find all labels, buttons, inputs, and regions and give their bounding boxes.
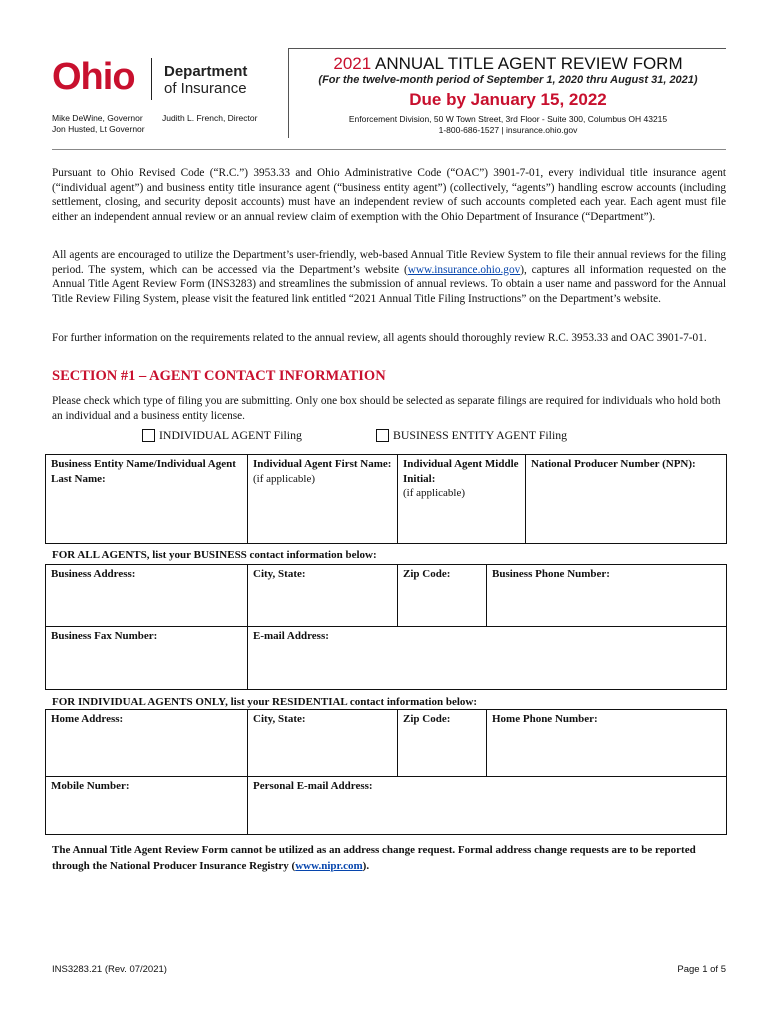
- director-name: Judith L. French, Director: [162, 113, 258, 123]
- system-paragraph-a: All agents are encouraged to utilize the Department’s user-friendly, web-based Annual Title Review System to file their annual reviews for the filing period. The system, which can be accessed via the Department’s website (: [52, 249, 726, 276]
- first-name-field[interactable]: [248, 455, 396, 543]
- first-name-label: Individual Agent First Name:: [253, 458, 392, 470]
- due-date: Due by January 15, 2022: [409, 90, 607, 109]
- middle-initial-label: Individual Agent Middle Initial:: [403, 458, 519, 485]
- business-city-field[interactable]: [248, 565, 396, 626]
- business-address-label: Business Address:: [51, 568, 136, 580]
- department-line2: of Insurance: [164, 80, 247, 97]
- npn-label: National Producer Number (NPN):: [531, 458, 696, 470]
- last-name-label: Business Entity Name/Individual Agent Last Name:: [51, 458, 236, 485]
- individual-agent-label: INDIVIDUAL AGENT Filing: [159, 428, 302, 442]
- business-zip-label: Zip Code:: [403, 568, 451, 580]
- address-line1: Enforcement Division, 50 W Town Street, 3rd Floor - Suite 300, Columbus OH 43215: [348, 114, 668, 124]
- business-zip-field[interactable]: [398, 565, 486, 626]
- home-address-field[interactable]: [46, 710, 246, 776]
- npn-field[interactable]: [526, 455, 724, 543]
- home-phone-field[interactable]: [487, 710, 725, 776]
- home-zip-field[interactable]: [398, 710, 486, 776]
- business-contact-heading: FOR ALL AGENTS, list your BUSINESS contact information below:: [52, 549, 377, 561]
- address-line2: 1-800-686-1527 | insurance.ohio.gov: [438, 125, 578, 135]
- business-fax-field[interactable]: [46, 627, 246, 689]
- business-city-label: City, State:: [253, 568, 306, 580]
- intro-paragraph: Pursuant to Ohio Revised Code (“R.C.”) 3953.33 and Ohio Administrative Code (“OAC”) 3901-7-01, every individual title insurance agent (“individual agent”) and business entity title insurance agent (“business entity agent”) (collectively, “agents”) handling escrow accounts (including settlement, closing, and security deposit accounts) must have an independent review of such accounts completed each year. Each agent must file either an independent annual review or an annual review claim of exemption with the Ohio Department of Insurance (“Department”).: [52, 167, 726, 223]
- page-number: Page 1 of 5: [677, 964, 726, 975]
- section-heading: SECTION #1 – AGENT CONTACT INFORMATION: [52, 368, 386, 384]
- business-entity-label: BUSINESS ENTITY AGENT Filing: [393, 428, 568, 442]
- filing-instructions: Please check which type of filing you are submitting. Only one box should be selected as separate filings are required for individuals who hold both an individual and a business entity license.: [52, 395, 721, 422]
- form-id: INS3283.21 (Rev. 07/2021): [52, 964, 167, 975]
- mobile-number-label: Mobile Number:: [51, 780, 130, 792]
- business-entity-option[interactable]: [376, 428, 567, 443]
- last-name-field[interactable]: [46, 455, 246, 543]
- individual-agent-checkbox[interactable]: [142, 429, 155, 442]
- form-title-year: 2021: [333, 54, 372, 73]
- agent-name-table: [45, 454, 727, 544]
- governor-block: [52, 113, 145, 135]
- notice-text-b: ).: [362, 860, 370, 872]
- personal-email-label: Personal E-mail Address:: [253, 780, 373, 792]
- residential-contact-heading: FOR INDIVIDUAL AGENTS ONLY, list your RESIDENTIAL contact information below:: [52, 696, 477, 708]
- notice-text-a: The Annual Title Agent Review Form cannot be utilized as an address change request. Formal address change requests are to be reported through the National Producer Insurance Registry (: [52, 844, 696, 872]
- nipr-link[interactable]: www.nipr.com: [295, 860, 363, 872]
- home-city-field[interactable]: [248, 710, 396, 776]
- home-phone-label: Home Phone Number:: [492, 713, 598, 725]
- form-title: [290, 54, 726, 74]
- business-address-field[interactable]: [46, 565, 246, 626]
- header-top-rule: [288, 48, 726, 49]
- system-paragraph: [52, 248, 726, 306]
- header-divider: [52, 149, 726, 150]
- individual-agent-option[interactable]: [142, 428, 302, 443]
- residential-contact-table: [45, 709, 727, 835]
- home-city-label: City, State:: [253, 713, 306, 725]
- division-address: [290, 114, 726, 136]
- business-email-field[interactable]: [248, 627, 725, 689]
- mobile-number-field[interactable]: [46, 777, 246, 834]
- lt-governor-name: Jon Husted, Lt Governor: [52, 124, 145, 134]
- system-paragraph-b: ), captures all information requested on the Annual Title Agent Review Form (INS3283) and streamlines the submission of annual reviews. To obtain a user name and password for the Annual Title Review Filing System, please visit the featured link entitled “2021 Annual Title Filing Instructions” on the Department’s website.: [52, 263, 726, 305]
- department-line1: Department: [164, 63, 248, 80]
- business-phone-field[interactable]: [487, 565, 725, 626]
- home-address-label: Home Address:: [51, 713, 124, 725]
- form-title-text: ANNUAL TITLE AGENT REVIEW FORM: [371, 54, 683, 73]
- header-vertical-rule: [288, 48, 289, 138]
- department-name: [164, 63, 247, 97]
- logo-divider: [151, 58, 152, 100]
- ohio-logo-text: Ohio: [52, 56, 135, 98]
- business-phone-label: Business Phone Number:: [492, 568, 610, 580]
- personal-email-field[interactable]: [248, 777, 725, 834]
- business-email-label: E-mail Address:: [253, 630, 329, 642]
- first-name-note: (if applicable): [253, 472, 315, 485]
- business-contact-table: [45, 564, 727, 690]
- home-zip-label: Zip Code:: [403, 713, 451, 725]
- further-info-paragraph: For further information on the requirements related to the annual review, all agents should thoroughly review R.C. 3953.33 and OAC 3901-7-01.: [52, 332, 707, 344]
- ohio-logo: [52, 58, 135, 96]
- governor-name: Mike DeWine, Governor: [52, 113, 143, 123]
- middle-initial-field[interactable]: [398, 455, 524, 543]
- business-entity-checkbox[interactable]: [376, 429, 389, 442]
- middle-initial-note: (if applicable): [403, 487, 465, 499]
- form-subtitle: (For the twelve-month period of September 1, 2020 thru August 31, 2021): [318, 74, 698, 86]
- address-change-notice: [52, 842, 726, 874]
- insurance-website-link[interactable]: www.insurance.ohio.gov: [407, 263, 521, 276]
- business-fax-label: Business Fax Number:: [51, 630, 158, 642]
